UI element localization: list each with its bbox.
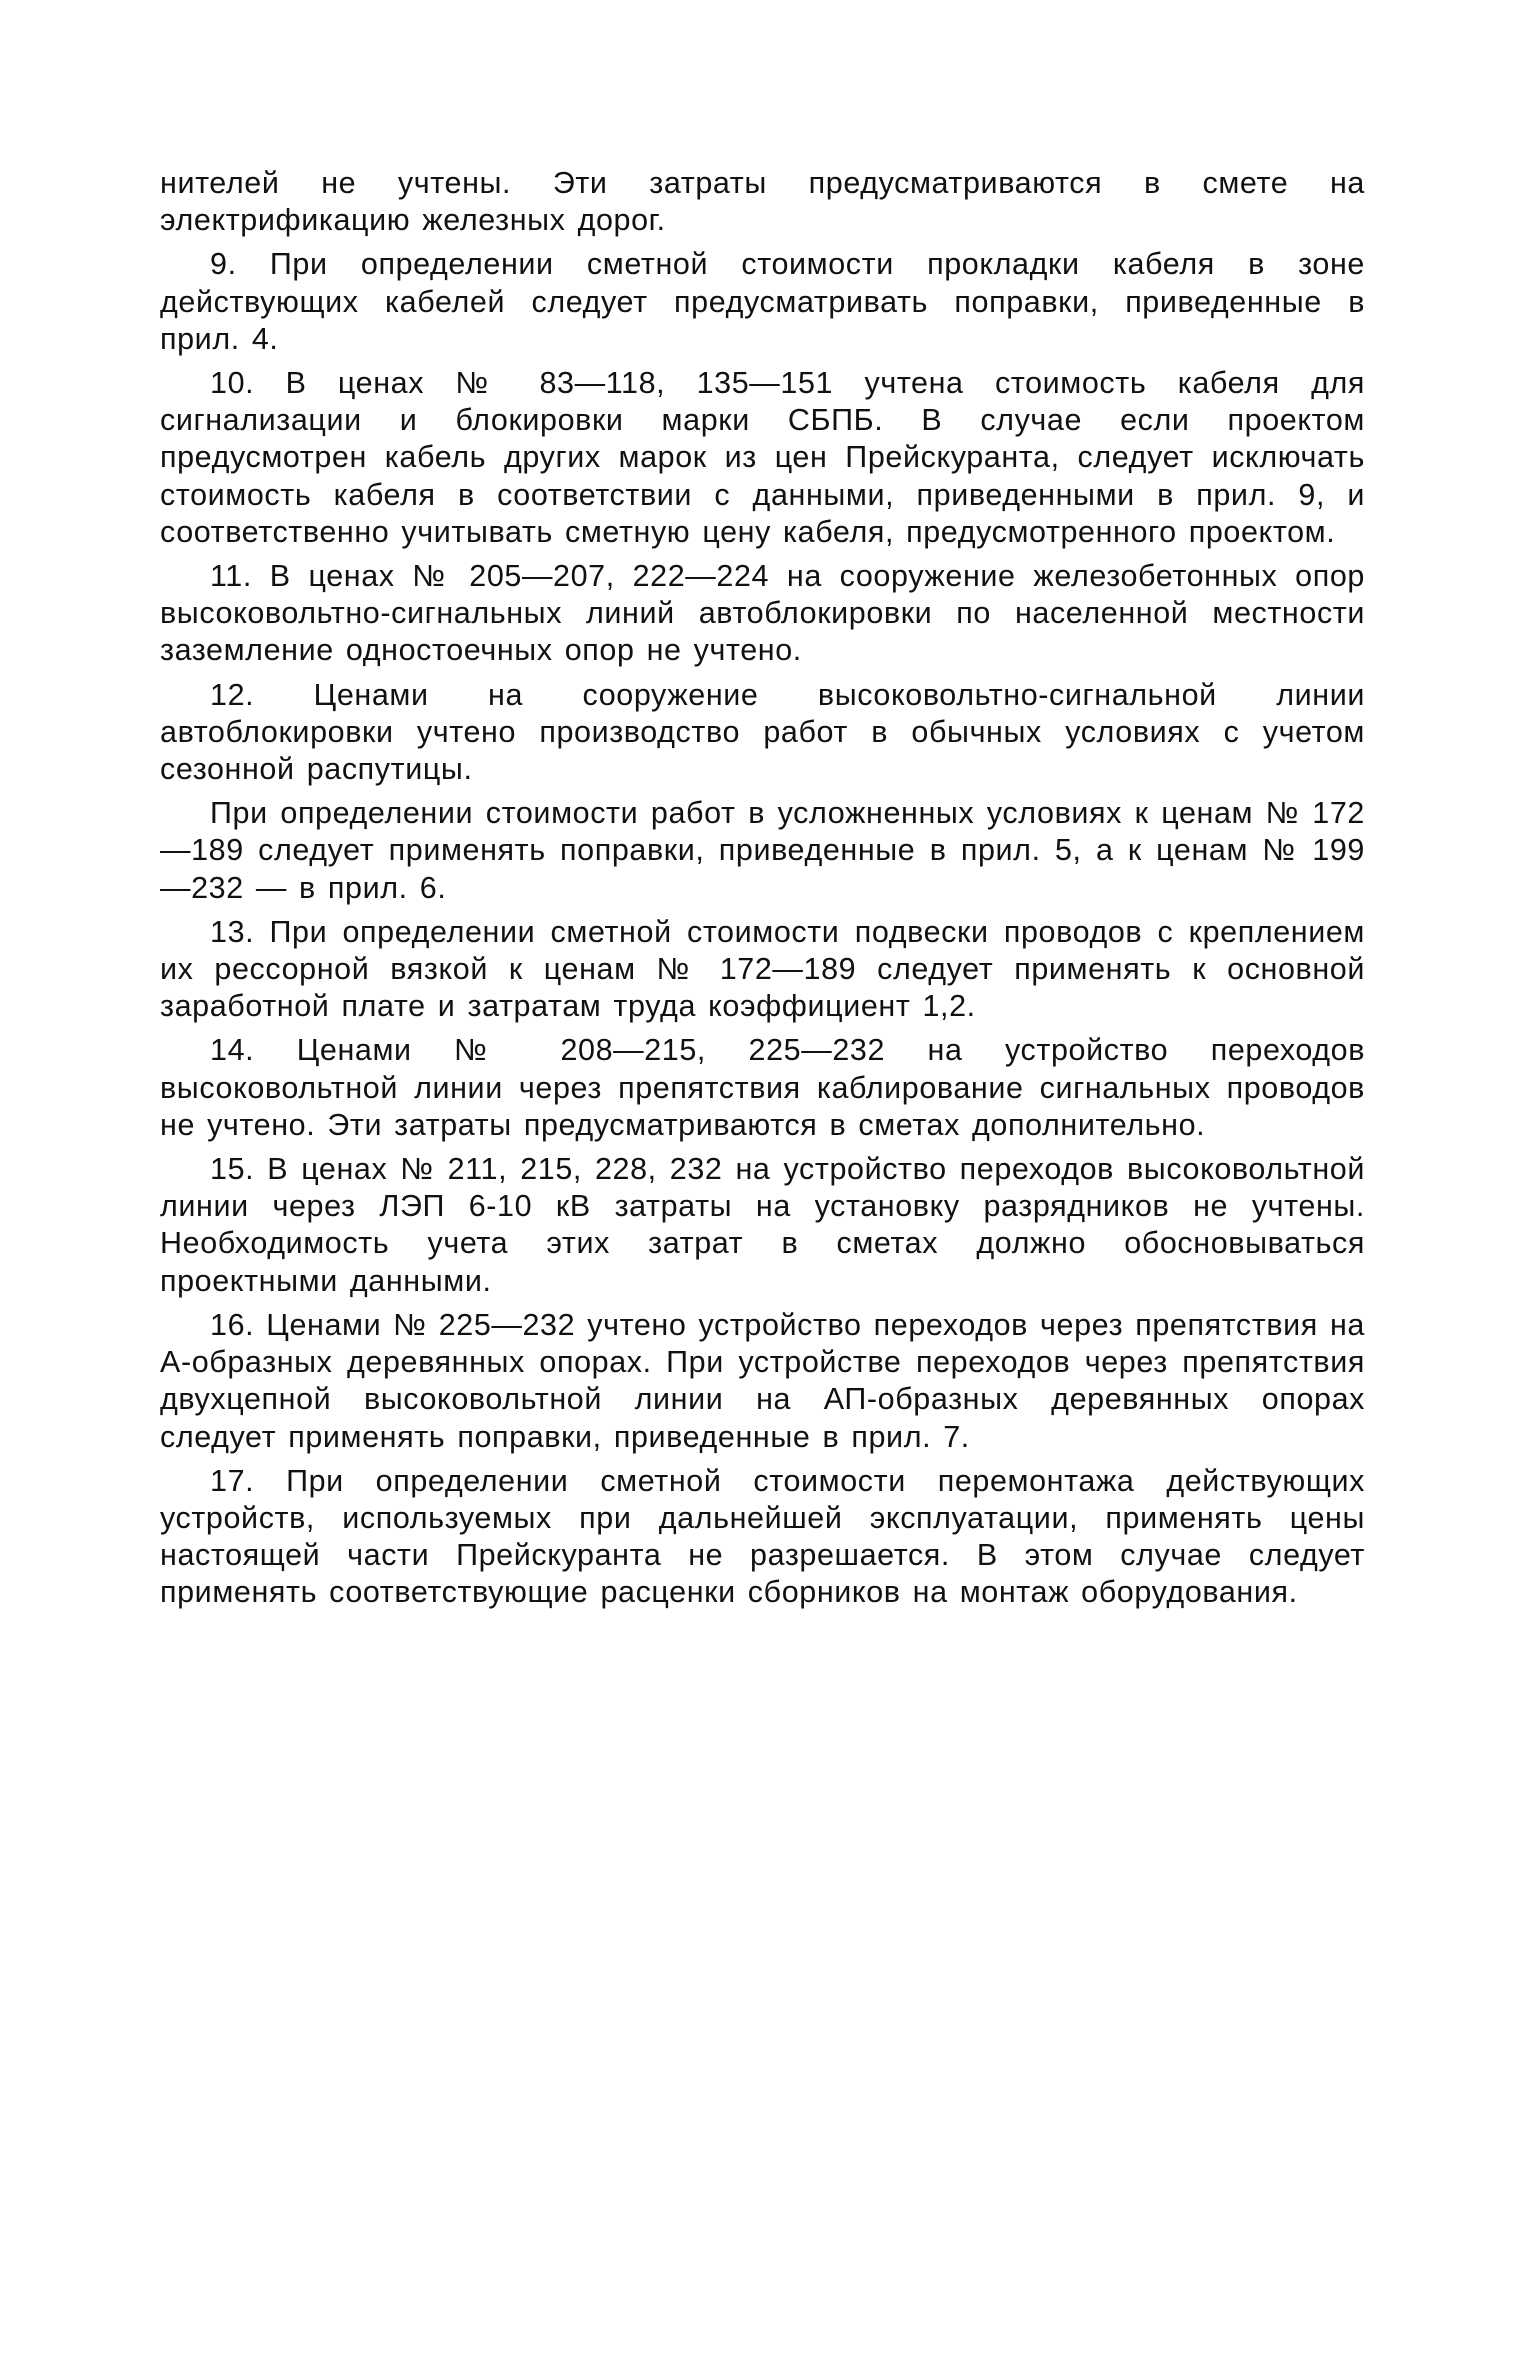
paragraph-17: 17. При определении сметной стоимости перемонтажа действующих устройств, используемых при дальнейшей эксплуатации, применять цены настоящей части Прейскуранта не разрешается. В этом случае следует применять соответствующие расценки сборников на монтаж оборудования. [160, 1463, 1365, 1610]
paragraph-continuation: нителей не учтены. Эти затраты предусматриваются в смете на электрификацию железных дорог. [160, 166, 1365, 238]
paragraph-14: 14. Ценами № 208—215, 225—232 на устройство переходов высоковольтной линии через препятствия каблирование сигнальных проводов не учтено. Эти затраты предусматриваются в сметах дополнительно. [160, 1033, 1365, 1142]
paragraph-11: 11. В ценах № 205—207, 222—224 на сооружение железобетонных опор высоковольтно-сигнальных линий автоблокировки по населенной местности заземление одностоечных опор не учтено. [160, 559, 1365, 668]
paragraph-10: 10. В ценах № 83—118, 135—151 учтена стоимость кабеля для сигнализации и блокировки марки СБПБ. В случае если проектом предусмотрен кабель других марок из цен Прейскуранта, следует исключать стоимость кабеля в соответствии с данными, приведенными в прил. 9, и соответственно учитывать сметную цену кабеля, предусмотренного проектом. [160, 366, 1365, 549]
document-page [160, 165, 1365, 1619]
paragraph-12-continued: При определении стоимости работ в усложненных условиях к ценам № 172—189 следует применять поправки, приведенные в прил. 5, а к ценам № 199—232 — в прил. 6. [160, 796, 1365, 905]
paragraph-12: 12. Ценами на сооружение высоковольтно-сигнальной линии автоблокировки учтено производство работ в обычных условиях с учетом сезонной распутицы. [160, 677, 1365, 787]
paragraph-15: 15. В ценах № 211, 215, 228, 232 на устройство переходов высоковольтной линии через ЛЭП 6-10 кВ затраты на установку разрядников не учтены. Необходимость учета этих затрат в сметах должно обосновываться проектными данными. [160, 1152, 1365, 1298]
paragraph-13: 13. При определении сметной стоимости подвески проводов с креплением их рессорной вязкой к ценам № 172—189 следует применять к основной заработной плате и затратам труда коэффициент 1,2. [160, 914, 1365, 1024]
paragraph-16: 16. Ценами № 225—232 учтено устройство переходов через препятствия на А-образных деревянных опорах. При устройстве переходов через препятствия двухцепной высоковольтной линии на АП-образных деревянных опорах следует применять поправки, приведенные в прил. 7. [160, 1307, 1365, 1454]
paragraph-9: 9. При определении сметной стоимости прокладки кабеля в зоне действующих кабелей следует предусматривать поправки, приведенные в прил. 4. [160, 247, 1365, 356]
